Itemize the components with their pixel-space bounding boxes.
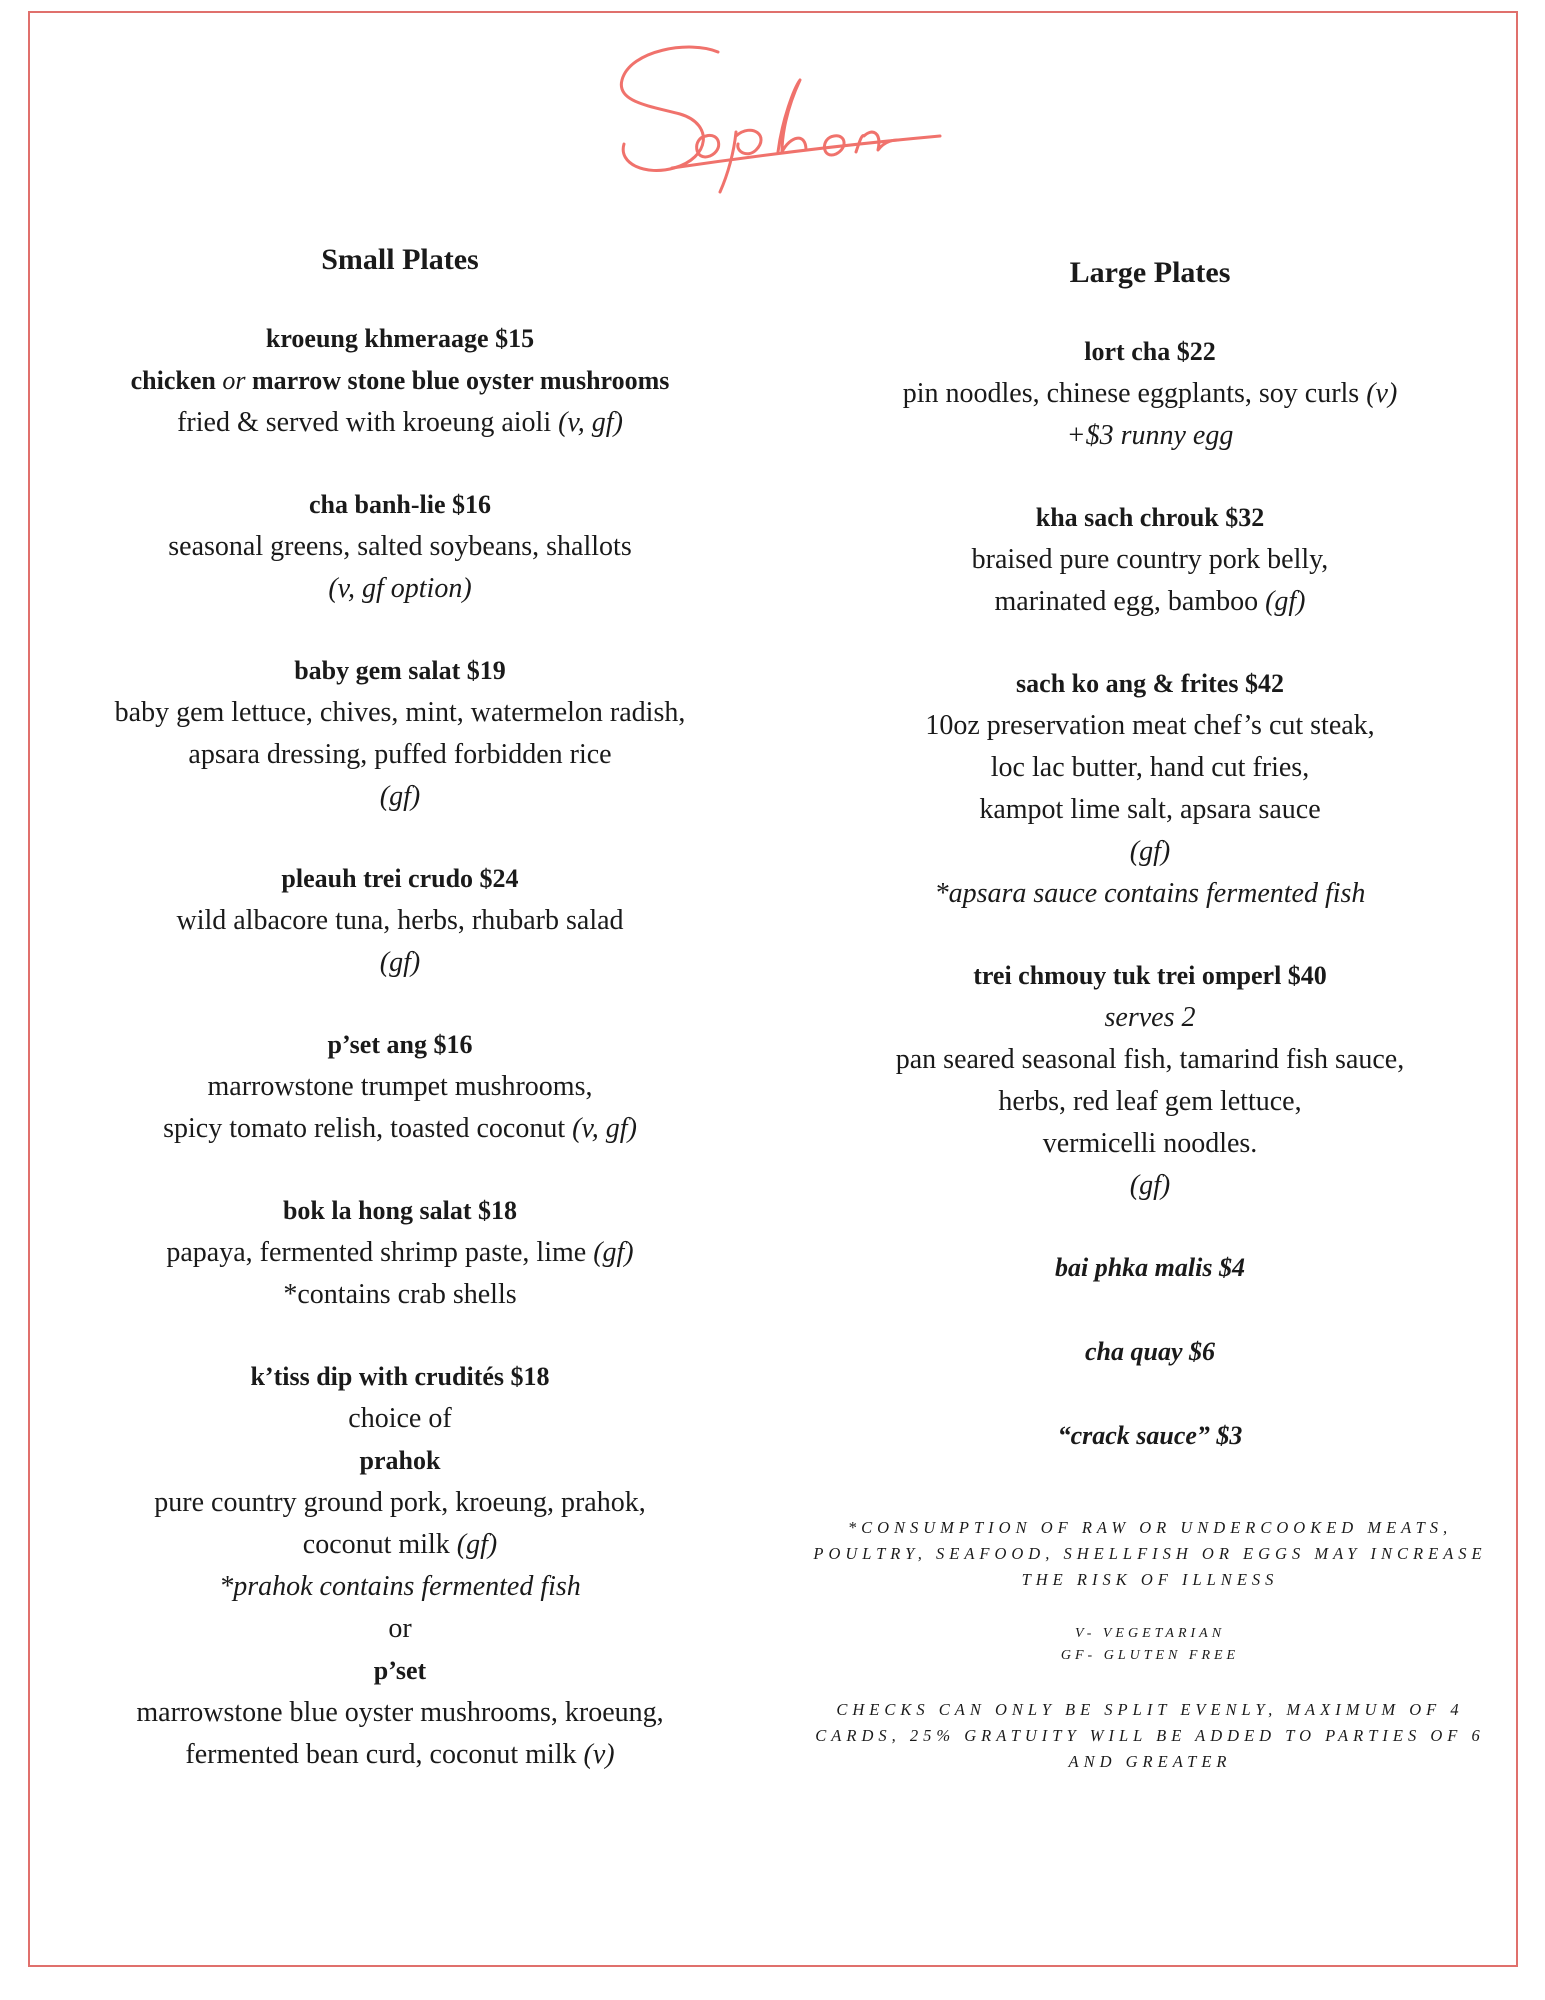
- item-description: loc lac butter, hand cut fries,: [990, 752, 1310, 783]
- diet-tags: (v, gf): [572, 1113, 637, 1144]
- menu-item-lort-cha: [805, 331, 1495, 457]
- item-description: fermented bean curd, coconut milk (v): [185, 1739, 615, 1770]
- option-name: p’set: [373, 1656, 427, 1685]
- item-name: pleauh trei crudo $24: [281, 864, 519, 893]
- item-description: herbs, red leaf gem lettuce,: [998, 1086, 1302, 1117]
- diet-tags: (gf): [593, 1237, 634, 1268]
- diet-legend: [805, 1623, 1495, 1667]
- option-name: prahok: [359, 1446, 441, 1475]
- item-note: *apsara sauce contains fermented fish: [934, 878, 1366, 909]
- item-name: cha banh-lie $16: [308, 490, 492, 519]
- sophon-logo: [610, 40, 950, 200]
- item-description: kampot lime salt, apsara sauce: [979, 794, 1321, 825]
- diet-tags: (gf): [379, 781, 421, 812]
- item-name: k’tiss dip with crudités $18: [250, 1362, 550, 1391]
- large-plates-title: Large Plates: [1069, 256, 1231, 289]
- small-plates-title: Small Plates: [321, 243, 479, 276]
- diet-tags: (v): [583, 1739, 615, 1770]
- check-policy: CHECKS CAN ONLY BE SPLIT EVENLY, MAXIMUM OF 4 CARDS, 25% GRATUITY WILL BE ADDED TO PARTIES OF 6 AND GREATER: [815, 1700, 1485, 1771]
- item-description: 10oz preservation meat chef’s cut steak,: [925, 710, 1375, 741]
- item-choice-label: choice of: [348, 1403, 452, 1434]
- diet-tags: (v): [1366, 378, 1398, 409]
- extra-crack-sauce: “crack sauce” $3: [1057, 1421, 1243, 1450]
- item-serves: serves 2: [1104, 1002, 1196, 1033]
- item-description: pin noodles, chinese eggplants, soy curls (v): [902, 378, 1398, 409]
- item-description: vermicelli noodles.: [1042, 1128, 1258, 1159]
- item-name: kroeung khmeraage $15: [265, 324, 535, 353]
- menu-item-kroeung-khmeraage: [45, 318, 755, 444]
- item-name: kha sach chrouk $32: [1035, 503, 1265, 532]
- item-name: sach ko ang & frites $42: [1016, 669, 1284, 698]
- diet-tags: (gf): [1265, 586, 1306, 617]
- menu-item-kha-sach-chrouk: [805, 497, 1495, 623]
- item-description: fried & served with kroeung aioli (v, gf): [177, 407, 623, 438]
- item-description: marrowstone trumpet mushrooms,: [207, 1071, 593, 1102]
- item-name: p’set ang $16: [327, 1030, 473, 1059]
- item-name: baby gem salat $19: [294, 656, 506, 685]
- menu-item-trei-chmouy: [805, 955, 1495, 1207]
- menu-item-baby-gem-salat: [45, 650, 755, 818]
- item-description: marrowstone blue oyster mushrooms, kroeung,: [136, 1697, 664, 1728]
- item-description: apsara dressing, puffed forbidden rice: [188, 739, 612, 770]
- item-description: braised pure country pork belly,: [971, 544, 1329, 575]
- item-description: marinated egg, bamboo (gf): [994, 586, 1306, 617]
- item-note: *contains crab shells: [283, 1279, 517, 1310]
- item-description: baby gem lettuce, chives, mint, watermelon radish,: [114, 697, 686, 728]
- item-description: pure country ground pork, kroeung, prahok,: [154, 1487, 646, 1518]
- item-addon: +$3 runny egg: [1066, 420, 1234, 451]
- extra-cha-quay: cha quay $6: [1085, 1337, 1215, 1366]
- legend-gluten-free: GF- GLUTEN FREE: [1060, 1648, 1240, 1663]
- diet-tags: (gf): [1129, 1170, 1171, 1201]
- menu-item-ktiss-dip: [45, 1356, 755, 1776]
- extra-bai-phka-malis: bai phka malis $4: [1055, 1253, 1245, 1282]
- item-name: trei chmouy tuk trei omperl $40: [973, 961, 1327, 990]
- item-description: papaya, fermented shrimp paste, lime (gf): [166, 1237, 634, 1268]
- diet-tags: (gf): [1129, 836, 1171, 867]
- item-name: bok la hong salat $18: [282, 1196, 518, 1225]
- item-option-line: chicken or marrow stone blue oyster mushrooms: [130, 366, 670, 395]
- menu-item-cha-banh-lie: [45, 484, 755, 610]
- item-description: coconut milk (gf): [302, 1529, 498, 1560]
- menu-notes: [805, 1515, 1495, 1775]
- or-separator: or: [388, 1613, 412, 1644]
- item-description: spicy tomato relish, toasted coconut (v, gf): [163, 1113, 637, 1144]
- menu-item-sach-ko-ang: [805, 663, 1495, 915]
- large-plates-column: [805, 253, 1495, 1805]
- diet-tags: (gf): [379, 947, 421, 978]
- diet-tags: (v, gf option): [328, 573, 472, 604]
- menu-item-bok-la-hong-salat: [45, 1190, 755, 1316]
- item-description: seasonal greens, salted soybeans, shallots: [168, 531, 632, 562]
- raw-food-warning: *CONSUMPTION OF RAW OR UNDERCOOKED MEATS, POULTRY, SEAFOOD, SHELLFISH OR EGGS MAY INCREASE THE RISK OF ILLNESS: [813, 1518, 1487, 1589]
- diet-tags: (gf): [456, 1529, 498, 1560]
- item-name: lort cha $22: [1084, 337, 1216, 366]
- small-plates-column: [45, 240, 755, 1816]
- diet-tags: (v, gf): [558, 407, 623, 438]
- menu-item-pleauh-trei-crudo: [45, 858, 755, 984]
- legend-vegetarian: V- VEGETARIAN: [1074, 1626, 1226, 1641]
- item-description: wild albacore tuna, herbs, rhubarb salad: [176, 905, 624, 936]
- menu-item-pset-ang: [45, 1024, 755, 1150]
- item-description: pan seared seasonal fish, tamarind fish sauce,: [895, 1044, 1405, 1075]
- item-note: *prahok contains fermented fish: [219, 1571, 581, 1602]
